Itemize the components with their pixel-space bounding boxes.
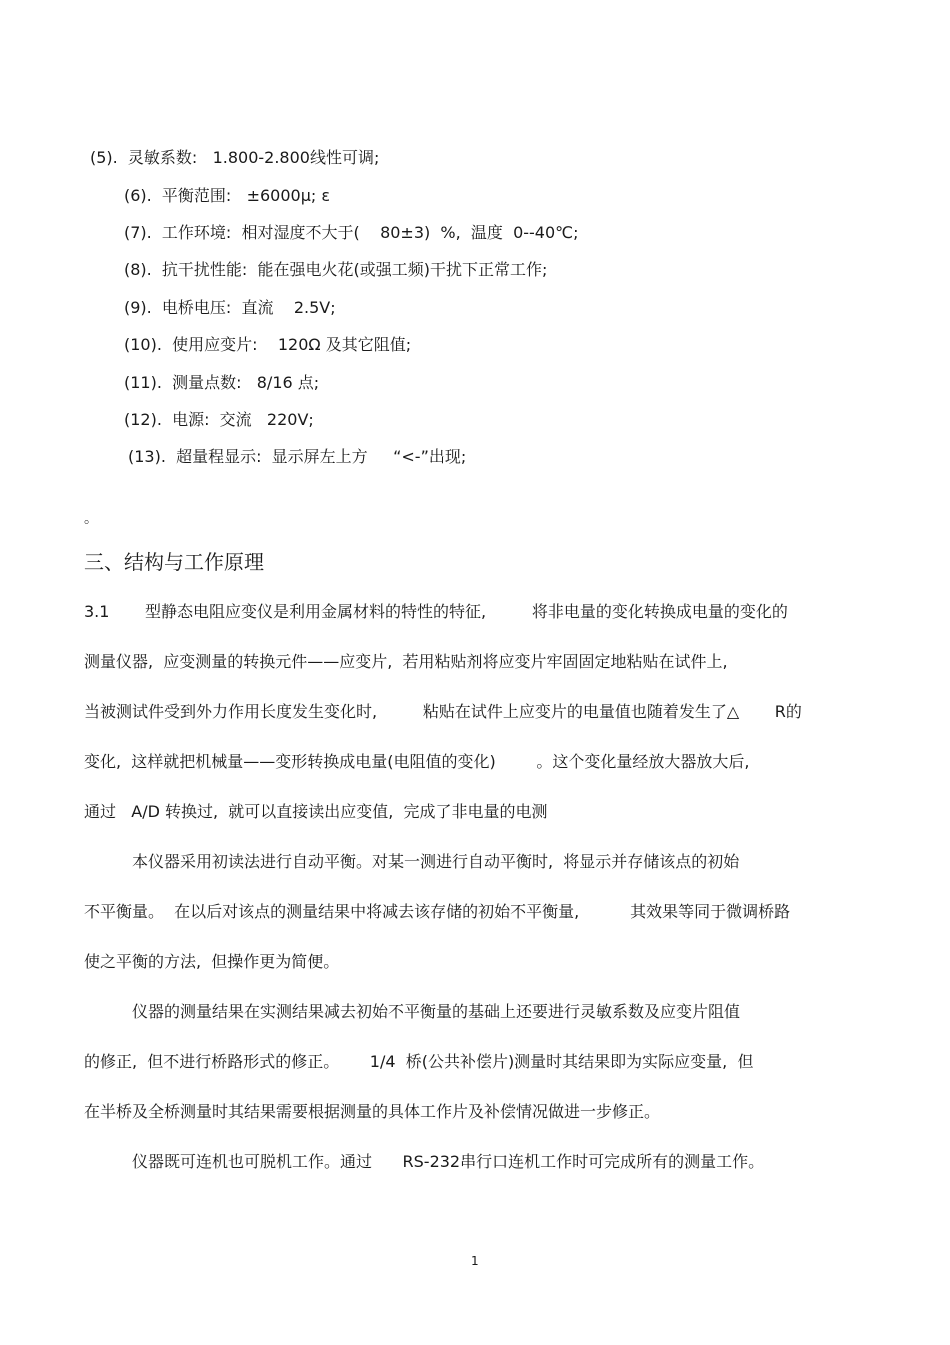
paragraph-2-line-2: 不平衡量。 在以后对该点的测量结果中将减去该存储的初始不平衡量, 其效果等同于微调桥路 — [84, 902, 791, 921]
paragraph-3-line-1: 仪器的测量结果在实测结果减去初始不平衡量的基础上还要进行灵敏系数及应变片阻值 — [132, 1002, 741, 1021]
spec-item-11: (11). 测量点数: 8/16 点; — [124, 373, 320, 392]
paragraph-1-line-5: 通过 A/D 转换过, 就可以直接读出应变值, 完成了非电量的电测 — [84, 802, 548, 821]
stray-mark: 。 — [84, 511, 98, 527]
paragraph-1-line-2: 测量仪器, 应变测量的转换元件——应变片, 若用粘贴剂将应变片牢固固定地粘贴在试件上, — [84, 652, 728, 671]
spec-item-9: (9). 电桥电压: 直流 2.5V; — [124, 298, 336, 317]
spec-item-13: (13). 超量程显示: 显示屏左上方 “<-”出现; — [128, 447, 467, 466]
spec-item-5: (5). 灵敏系数: 1.800-2.800线性可调; — [90, 148, 380, 167]
paragraph-4-line-1: 仪器既可连机也可脱机工作。通过 RS-232串行口连机工作时可完成所有的测量工作。 — [132, 1152, 765, 1171]
page-number: 1 — [471, 1254, 479, 1268]
spec-item-12: (12). 电源: 交流 220V; — [124, 410, 314, 429]
paragraph-2-line-3: 使之平衡的方法, 但操作更为简便。 — [84, 952, 340, 971]
spec-item-8: (8). 抗干扰性能: 能在强电火花(或强工频)干扰下正常工作; — [124, 260, 548, 279]
spec-item-6: (6). 平衡范围: ±6000μ; ε — [124, 186, 331, 205]
paragraph-1-line-1: 3.1 型静态电阻应变仪是利用金属材料的特性的特征, 将非电量的变化转换成电量的变化的 — [84, 602, 788, 621]
section-title: 三、结构与工作原理 — [84, 550, 264, 574]
paragraph-2-line-1: 本仪器采用初读法进行自动平衡。对某一测进行自动平衡时, 将显示并存储该点的初始 — [132, 852, 740, 871]
spec-item-10: (10). 使用应变片: 120Ω 及其它阻值; — [124, 335, 412, 354]
paragraph-1-line-3: 当被测试件受到外力作用长度发生变化时, 粘贴在试件上应变片的电量值也随着发生了△ R的 — [84, 702, 802, 721]
spec-item-7: (7). 工作环境: 相对湿度不大于( 80±3) %, 温度 0--40℃; — [124, 223, 579, 242]
paragraph-3-line-3: 在半桥及全桥测量时其结果需要根据测量的具体工作片及补偿情况做进一步修正。 — [84, 1102, 661, 1121]
paragraph-3-line-2: 的修正, 但不进行桥路形式的修正。 1/4 桥(公共补偿片)测量时其结果即为实际应变量, 但 — [84, 1052, 754, 1071]
paragraph-1-line-4: 变化, 这样就把机械量——变形转换成电量(电阻值的变化) 。这个变化量经放大器放大后, — [84, 752, 750, 771]
